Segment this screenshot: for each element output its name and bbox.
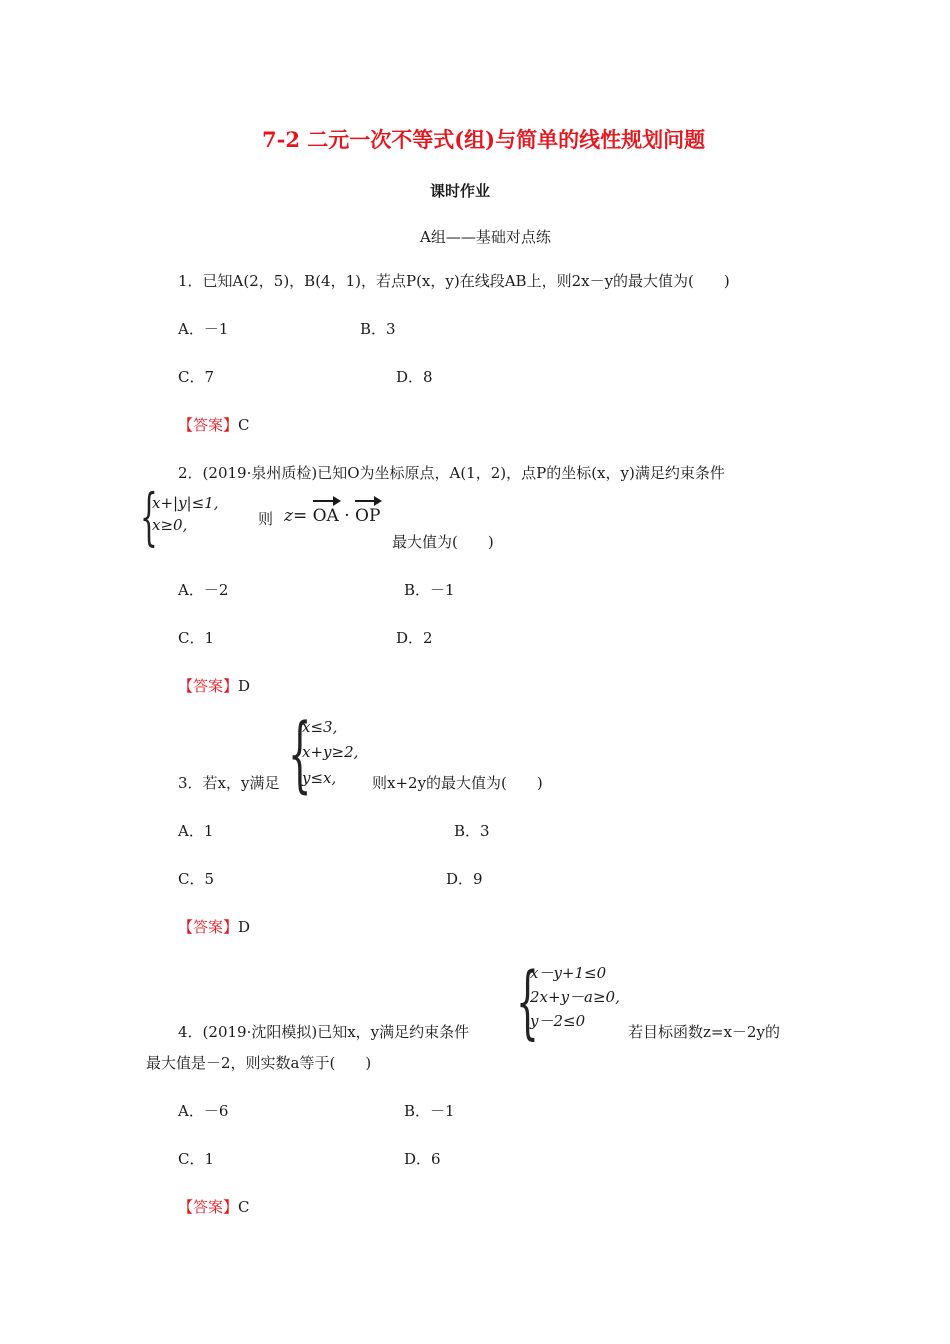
question-1-option-d: D．8 (396, 368, 433, 386)
constraint-row: x+|y|≤1, (152, 494, 219, 512)
question-3-option-a: A．1 (178, 822, 214, 840)
constraint-row: x≤3, (302, 718, 338, 736)
question-2-constraint-system (140, 480, 260, 553)
z-equals: z= (284, 506, 308, 526)
question-1-option-a: A．－1 (178, 320, 229, 338)
question-2-option-d: D．2 (396, 629, 433, 647)
question-4-option-b: B．－1 (404, 1102, 455, 1120)
question-2-stem: 2．(2019·泉州质检)已知O为坐标原点，A(1，2)，点P的坐标(x，y)满足约束条件 (178, 464, 725, 482)
question-3-tail: 则x+2y的最大值为( ) (372, 774, 543, 792)
question-4-constraint-system (516, 955, 636, 1048)
vector-op: OP (355, 506, 380, 526)
question-1-option-c: C．7 (178, 368, 215, 386)
question-4-option-a: A．－6 (178, 1102, 229, 1120)
answer-tag: 【答案】 (178, 677, 239, 695)
answer-value: C (238, 1198, 250, 1216)
left-brace: { (288, 707, 312, 802)
question-4-line2: 最大值是－2，则实数a等于( ) (146, 1054, 372, 1072)
vector-oa: OA (313, 506, 339, 526)
group-heading: A组——基础对点练 (420, 228, 551, 246)
objective-expression (284, 506, 380, 526)
question-3-option-d: D．9 (446, 870, 483, 888)
dot-operator: · (344, 506, 350, 526)
question-3-option-b: B．3 (454, 822, 490, 840)
left-brace: { (516, 955, 539, 1048)
question-3-constraint-system (288, 707, 378, 802)
question-2-option-a: A．－2 (178, 581, 229, 599)
question-2-option-c: C．1 (178, 629, 215, 647)
question-2-tail: 最大值为( ) (392, 533, 494, 551)
constraint-row: x+y≥2, (302, 743, 359, 761)
answer-value: C (238, 416, 250, 434)
question-2-option-b: B．－1 (404, 581, 455, 599)
answer-value: D (238, 677, 251, 695)
answer-tag: 【答案】 (178, 918, 239, 936)
answer-tag: 【答案】 (178, 1198, 239, 1216)
answer-tag: 【答案】 (178, 416, 239, 434)
constraint-row: y≤x, (302, 769, 337, 787)
question-3-answer (178, 916, 250, 937)
vector-arrow-icon (313, 500, 339, 502)
question-2-answer (178, 675, 250, 696)
question-4-option-d: D．6 (404, 1150, 441, 1168)
question-3-lead: 3．若x，y满足 (178, 774, 280, 792)
constraint-row: 2x+y－a≥0, (530, 988, 620, 1006)
constraint-row: x－y+1≤0 (530, 964, 607, 982)
answer-value: D (238, 918, 251, 936)
question-4-tail: 若目标函数z=x－2y的 (628, 1023, 780, 1041)
question-4-answer (178, 1196, 250, 1217)
left-brace: { (140, 480, 158, 553)
section-subtitle: 课时作业 (430, 182, 491, 200)
vector-arrow-icon (355, 500, 380, 502)
question-1-answer (178, 414, 250, 435)
then-text: 则 (258, 510, 274, 528)
question-1-stem: 1．已知A(2，5)，B(4，1)，若点P(x，y)在线段AB上，则2x－y的最大值为( ) (178, 272, 730, 290)
question-1-option-b: B．3 (360, 320, 396, 338)
constraint-row: y－2≤0 (530, 1012, 586, 1030)
question-4-lead: 4．(2019·沈阳模拟)已知x，y满足约束条件 (178, 1023, 470, 1041)
question-3-option-c: C．5 (178, 870, 215, 888)
constraint-row: x≥0, (152, 516, 188, 534)
page-title: 7-2 二元一次不等式(组)与简单的线性规划问题 (262, 127, 706, 152)
question-4-option-c: C．1 (178, 1150, 215, 1168)
